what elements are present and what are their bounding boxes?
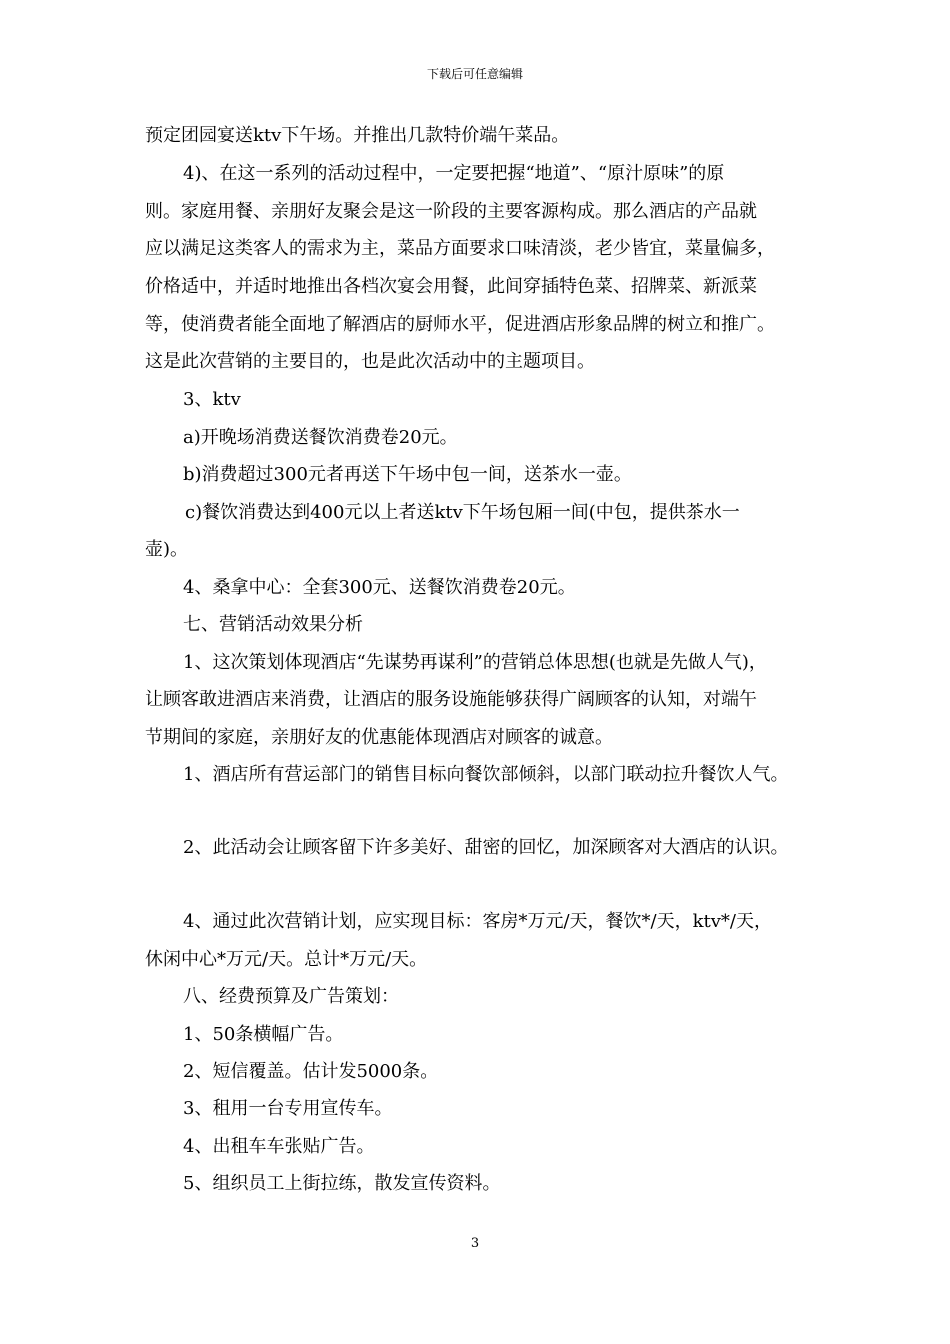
paragraph-line: 休闲中心*万元/天。总计*万元/天。: [145, 949, 428, 970]
paragraph-line: 则。家庭用餐、亲朋好友聚会是这一阶段的主要客源构成。那么酒店的产品就: [145, 201, 757, 222]
paragraph-line: 4)、在这一系列的活动过程中，一定要把握“地道”、“原汁原味”的原: [183, 163, 725, 184]
list-item: 1、50条横幅广告。: [183, 1024, 344, 1045]
paragraph-line: 1、这次策划体现酒店“先谋势再谋利”的营销总体思想(也就是先做人气)，: [183, 652, 767, 673]
paragraph-line: 壶)。: [145, 539, 189, 560]
paragraph-line: b)消费超过300元者再送下午场中包一间，送茶水一壶。: [183, 464, 632, 485]
list-item: 5、组织员工上街拉练，散发宣传资料。: [183, 1173, 501, 1194]
paragraph-line: 应以满足这类客人的需求为主，菜品方面要求口味清淡，老少皆宜，菜量偏多，: [145, 238, 775, 259]
paragraph-line: 2、此活动会让顾客留下许多美好、甜密的回忆，加深顾客对大酒店的认识。: [183, 837, 789, 858]
page-header: 下载后可任意编辑: [426, 67, 523, 81]
paragraph-line: c)餐饮消费达到400元以上者送ktv下午场包厢一间(中包，提供茶水一: [185, 502, 740, 523]
paragraph-line: 预定团园宴送ktv下午场。并推出几款特价端午菜品。: [145, 125, 570, 146]
paragraph-line: a)开晚场消费送餐饮消费卷20元。: [183, 427, 458, 448]
paragraph-line: 价格适中，并适时地推出各档次宴会用餐，此间穿插特色菜、招牌菜、新派菜: [145, 276, 757, 297]
paragraph-line: 这是此次营销的主要目的，也是此次活动中的主题项目。: [145, 351, 595, 372]
list-item: 2、短信覆盖。估计发5000条。: [183, 1061, 439, 1082]
list-item: 3、租用一台专用宣传车。: [183, 1098, 393, 1119]
paragraph-line: 节期间的家庭，亲朋好友的优惠能体现酒店对顾客的诚意。: [145, 727, 613, 748]
page-number: 3: [470, 1236, 480, 1251]
list-item: 4、出租车车张贴广告。: [183, 1136, 375, 1157]
section-heading: 七、营销活动效果分析: [183, 614, 363, 635]
paragraph-line: 让顾客敢进酒店来消费，让酒店的服务设施能够获得广阔顾客的认知，对端午: [145, 689, 757, 710]
paragraph-line: 4、通过此次营销计划，应实现目标：客房*万元/天，餐饮*/天，ktv*/天，: [183, 911, 772, 932]
paragraph-line: 1、酒店所有营运部门的销售目标向餐饮部倾斜，以部门联动拉升餐饮人气。: [183, 764, 789, 785]
paragraph-line: 4、桑拿中心：全套300元、送餐饮消费卷20元。: [183, 577, 576, 598]
paragraph-line: 等，使消费者能全面地了解酒店的厨师水平，促进酒店形象品牌的树立和推广。: [145, 314, 775, 335]
section-heading: 八、经费预算及广告策划：: [183, 986, 399, 1007]
paragraph-line: 3、ktv: [183, 389, 241, 410]
